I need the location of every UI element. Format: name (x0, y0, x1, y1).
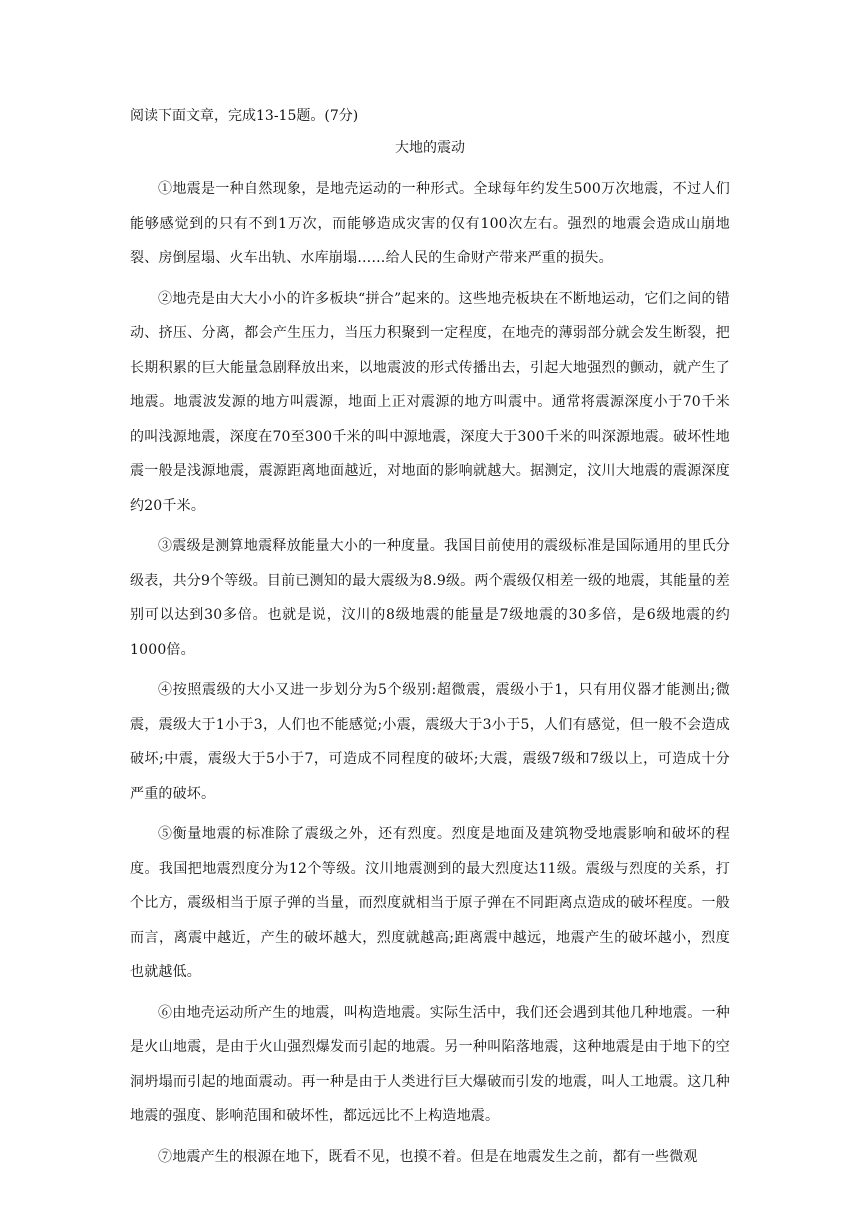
paragraph-6: ⑥由地壳运动所产生的地震，叫构造地震。实际生活中，我们还会遇到其他几种地震。一种是火山地震，是由于火山强烈爆发而引起的地震。另一种叫陷落地震，这种地震是由于地下的空洞坍塌而引起的地面震动。再一种是由于人类进行巨大爆破而引发的地震，叫人工地震。这几种地震的强度、影响范围和破坏性，都远远比不上构造地震。 (130, 1004, 730, 1124)
paragraph-7: ⑦地震产生的根源在地下，既看不见，也摸不着。但是在地震发生之前，都有一些微观 (158, 1148, 698, 1165)
paragraph-5: ⑤衡量地震的标准除了震级之外，还有烈度。烈度是地面及建筑物受地震影响和破坏的程度。我国把地震烈度分为12个等级。汶川地震测到的最大烈度达11级。震级与烈度的关系，打个比方，震级相当于原子弹的当量，而烈度就相当于原子弹在不同距离点造成的破坏程度。一般而言，离震中越近，产生的破坏越大，烈度就越高;距离震中越远，地震产生的破坏越小，烈度也就越低。 (130, 826, 730, 980)
paragraph-4: ④按照震级的大小又进一步划分为5个级别:超微震，震级小于1，只有用仪器才能测出;微震，震级大于1小于3，人们也不能感觉;小震，震级大于3小于5，人们有感觉，但一般不会造成破坏;中震，震级大于5小于7，可造成不同程度的破坏;大震，震级7级和7级以上，可造成十分严重的破坏。 (130, 682, 730, 802)
paragraph-3: ③震级是测算地震释放能量大小的一种度量。我国目前使用的震级标准是国际通用的里氏分级表，共分9个等级。目前已测知的最大震级为8.9级。两个震级仅相差一级的地震，其能量的差别可以达到30多倍。也就是说，汶川的8级地震的能量是7级地震的30多倍，是6级地震的约1000倍。 (130, 538, 730, 658)
document-page (130, 106, 730, 1174)
paragraph-1: ①地震是一种自然现象，是地壳运动的一种形式。全球每年约发生500万次地震，不过人们能够感觉到的只有不到1万次，而能够造成灾害的仅有100次左右。强烈的地震会造成山崩地裂、房倒屋塌、火车出轨、水库崩塌……给人民的生命财产带来严重的损失。 (130, 181, 730, 266)
article-title: 大地的震动 (395, 140, 465, 156)
paragraph-2: ②地壳是由大大小小的许多板块“拼合”起来的。这些地壳板块在不断地运动，它们之间的错动、挤压、分离，都会产生压力，当压力积聚到一定程度，在地壳的薄弱部分就会发生断裂，把长期积累的巨大能量急剧释放出来，以地震波的形式传播出去，引起大地强烈的颤动，就产生了地震。地震波发源的地方叫震源，地面上正对震源的地方叫震中。通常将震源深度小于70千米的叫浅源地震，深度在70至300千米的叫中源地震，深度大于300千米的叫深源地震。破坏性地震一般是浅源地震，震源距离地面越近，对地面的影响就越大。据测定，汶川大地震的震源深度约20千米。 (130, 290, 730, 514)
question-instruction: 阅读下面文章，完成13-15题。(7分) (130, 108, 359, 124)
